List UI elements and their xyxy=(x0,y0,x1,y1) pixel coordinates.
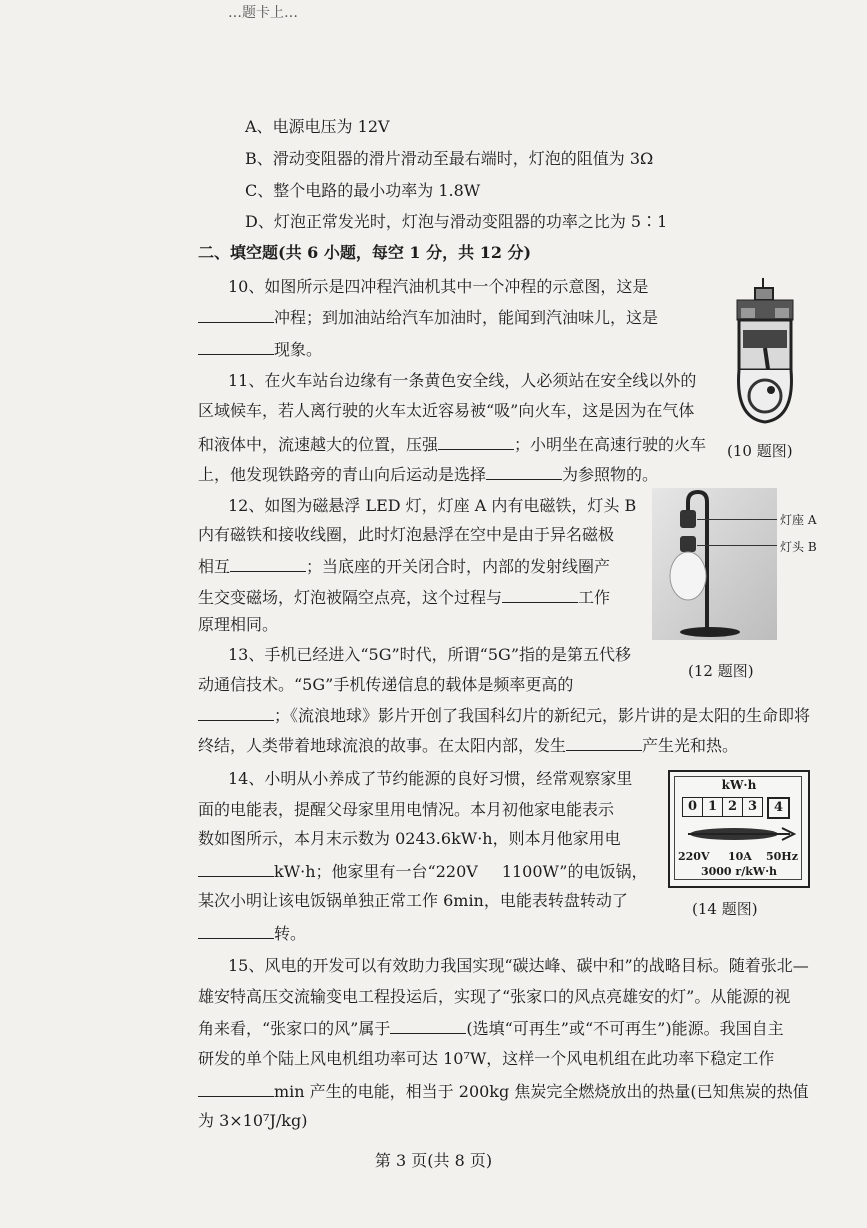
lamp-base-label: 灯座 A xyxy=(780,513,817,527)
q11-line-4 xyxy=(198,463,658,486)
meter-current: 10A xyxy=(728,850,752,863)
maglev-lamp-photo xyxy=(652,488,777,640)
header-fragment: …题卡上… xyxy=(228,5,298,21)
meter-digit: 3 xyxy=(743,797,763,817)
q10-line-1: 10、如图所示是四冲程汽油机其中一个冲程的示意图，这是 xyxy=(228,277,649,296)
q13-text-4b: 产生光和热。 xyxy=(642,736,739,755)
q13-text-3: ；《流浪地球》影片开创了我国科幻片的新纪元，影片讲的是太阳的生命即将 xyxy=(274,706,811,725)
q12-blank-2[interactable] xyxy=(502,586,578,603)
q12-line-2: 内有磁铁和接收线圈，此时灯泡悬浮在空中是由于异名磁极 xyxy=(198,525,615,544)
page-number: 第 3 页(共 8 页) xyxy=(374,1151,493,1170)
q14-line-1: 14、小明从小养成了节约能源的良好习惯，经常观察家里 xyxy=(228,769,633,788)
q15-blank-1[interactable] xyxy=(390,1017,466,1034)
meter-digit: 2 xyxy=(723,797,743,817)
q15-text-3b: (选填“可再生”或“不可再生”)能源。我国自主 xyxy=(466,1019,784,1038)
q13-line-3 xyxy=(198,704,810,727)
meter-digit: 0 xyxy=(682,797,703,817)
q13-text-4a: 终结，人类带着地球流浪的故事。在太阳内部，发生 xyxy=(198,736,567,755)
q15-line-6: 为 3×10⁷J/kg) xyxy=(198,1111,308,1130)
option-c: C、整个电路的最小功率为 1.8W xyxy=(245,181,481,200)
q14-text-4a: kW·h；他家里有一台“220V xyxy=(274,862,478,881)
meter-digit: 1 xyxy=(703,797,723,817)
q15-text-3a: 角来看，“张家口的风”属于 xyxy=(198,1019,391,1038)
q10-line-2 xyxy=(198,306,658,329)
q10-blank-2[interactable] xyxy=(198,338,274,355)
q12-text-4b: 工作 xyxy=(578,588,611,607)
q15-line-3 xyxy=(198,1017,784,1040)
q12-line-1: 12、如图为磁悬浮 LED 灯，灯座 A 内有电磁铁，灯头 B xyxy=(228,496,637,515)
label-b-leader xyxy=(697,545,777,546)
q10-blank-1[interactable] xyxy=(198,306,274,323)
q10-text-2: 冲程；到加油站给汽车加油时，能闻到汽油味儿，这是 xyxy=(274,308,659,327)
q14-line-2: 面的电能表，提醒父母家里用电情况。本月初他家电能表示 xyxy=(198,800,615,819)
q11-line-1: 11、在火车站台边缘有一条黄色安全线，人必须站在安全线以外的 xyxy=(228,371,697,390)
meter-revolutions: 3000 r/kW·h xyxy=(700,865,778,878)
meter-frequency: 50Hz xyxy=(766,850,798,863)
q11-text-3b: ；小明坐在高速行驶的火车 xyxy=(514,435,707,454)
option-a: A、电源电压为 12V xyxy=(245,117,390,136)
q14-caption: (14 题图) xyxy=(692,900,758,918)
q11-line-3 xyxy=(198,433,706,456)
lamp-head-label: 灯头 B xyxy=(780,540,817,554)
q15-blank-2[interactable] xyxy=(198,1080,274,1097)
q12-text-3a: 相互 xyxy=(198,557,231,576)
q13-blank-2[interactable] xyxy=(566,734,642,751)
q14-line-6 xyxy=(198,922,306,945)
q12-blank-1[interactable] xyxy=(230,555,306,572)
q14-line-5: 某次小明让该电饭锅单独正常工作 6min，电能表转盘转动了 xyxy=(198,891,628,910)
label-a-leader xyxy=(697,519,777,520)
q10-caption: (10 题图) xyxy=(727,442,793,460)
q14-text-6: 转。 xyxy=(274,924,307,943)
q12-text-4a: 生交变磁场，灯泡被隔空点亮，这个过程与 xyxy=(198,588,503,607)
q11-text-4a: 上，他发现铁路旁的青山向后运动是选择 xyxy=(198,465,487,484)
q11-blank-1[interactable] xyxy=(438,433,514,450)
energy-meter xyxy=(668,770,810,888)
q15-line-5 xyxy=(198,1080,809,1103)
meter-digit-decimal: 4 xyxy=(767,797,790,819)
section-title: 二、填空题(共 6 小题，每空 1 分，共 12 分) xyxy=(198,243,532,262)
q13-blank-1[interactable] xyxy=(198,704,274,721)
q15-line-1: 15、风电的开发可以有效助力我国实现“碳达峰、碳中和”的战略目标。随着张北— xyxy=(228,956,809,975)
q11-blank-2[interactable] xyxy=(486,463,562,480)
q11-text-4b: 为参照物的。 xyxy=(562,465,659,484)
q15-line-4: 研发的单个陆上风电机组功率可达 10⁷W，这样一个风电机组在此功率下稳定工作 xyxy=(198,1049,775,1068)
meter-digits xyxy=(682,797,790,819)
q12-caption: (12 题图) xyxy=(688,662,754,680)
meter-voltage: 220V xyxy=(678,850,710,863)
q14-line-3: 数如图所示，本月末示数为 0243.6kW·h，则本月他家用电 xyxy=(198,829,621,848)
option-d: D、灯泡正常发光时，灯泡与滑动变阻器的功率之比为 5∶1 xyxy=(245,212,668,231)
q13-line-4 xyxy=(198,734,738,757)
q10-line-3 xyxy=(198,338,322,361)
q13-line-1: 13、手机已经进入“5G”时代，所谓“5G”指的是第五代移 xyxy=(228,645,632,664)
q12-line-4 xyxy=(198,586,610,609)
q15-line-2: 雄安特高压交流输变电工程投运后，实现了“张家口的风点亮雄安的灯”。从能源的视 xyxy=(198,987,791,1006)
q15-text-5: min 产生的电能，相当于 200kg 焦炭完全燃烧放出的热量(已知焦炭的热值 xyxy=(274,1082,809,1101)
option-b: B、滑动变阻器的滑片滑动至最右端时，灯泡的阻值为 3Ω xyxy=(245,149,654,168)
q14-blank-1[interactable] xyxy=(198,860,274,877)
meter-unit: kW·h xyxy=(721,778,757,792)
q12-line-5: 原理相同。 xyxy=(198,615,279,634)
meter-disc-arrow-icon xyxy=(684,824,796,844)
q10-text-3: 现象。 xyxy=(274,340,323,359)
q14-blank-2[interactable] xyxy=(198,922,274,939)
q13-line-2: 动通信技术。“5G”手机传递信息的载体是频率更高的 xyxy=(198,675,574,694)
q14-text-4b: 1100W”的电饭锅， xyxy=(501,862,648,881)
engine-figure xyxy=(733,278,797,428)
q11-line-2: 区域候车，若人离行驶的火车太近容易被“吸”向火车，这是因为在气体 xyxy=(198,401,695,420)
q12-text-3b: ；当底座的开关闭合时，内部的发射线圈产 xyxy=(306,557,611,576)
q12-line-3 xyxy=(198,555,610,578)
q11-text-3a: 和液体中，流速越大的位置，压强 xyxy=(198,435,439,454)
q14-line-4 xyxy=(198,860,647,883)
